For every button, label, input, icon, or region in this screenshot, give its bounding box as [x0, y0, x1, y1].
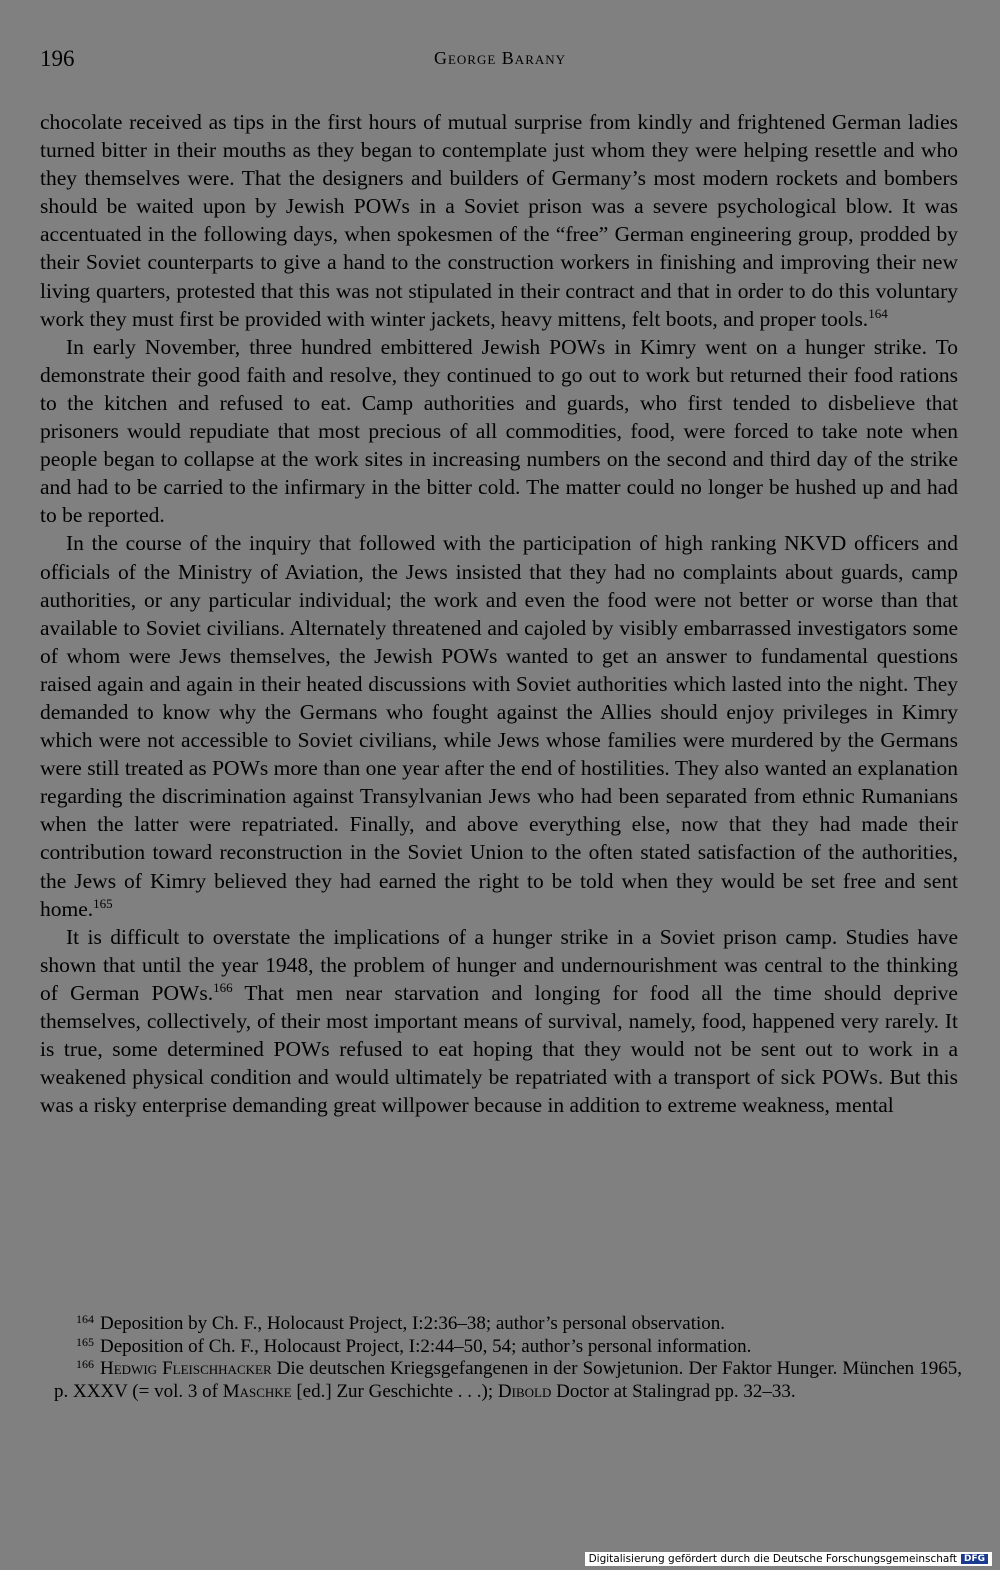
footnote-text: Deposition of Ch. F., Holocaust Project, I:2:44–50, 54; author’s personal information.	[100, 1335, 752, 1357]
footnote	[54, 1313, 962, 1336]
footnote-number: 166	[76, 1357, 94, 1371]
footnote-author: Dibold	[497, 1380, 552, 1402]
paragraph-text: It is difficult to overstate the implications of a hunger strike in a Soviet prison camp. Studies have shown that until the year 1948, the problem of hunger and undernourishment was central to the thinking of German POWs.	[40, 924, 958, 1005]
paragraph	[40, 108, 958, 333]
footnote	[54, 1336, 962, 1359]
paragraph-text: In the course of the inquiry that followed with the participation of high ranking NKVD officers and officials of the Ministry of Aviation, the Jews insisted that they had no complaints about guards, camp authorities, or any particular individual; the work and even the food were not better or worse than that available to Soviet civilians. Alternately threatened and cajoled by visibly embarrassed investigators some of whom were Jews themselves, the Jewish POWs wanted to get an answer to fundamental questions raised again and again in their heated discussions with Soviet authorities which lasted into the night. They demanded to know why the Germans who fought against the Allies should enjoy privileges in Kimry which were not accessible to Soviet civilians, while Jews whose families were murdered by the Germans were still treated as POWs more than one year after the end of hostilities. They also wanted an explanation regarding the discrimination against Transylvanian Jews who had been separated from ethnic Rumanians when the latter were repatriated. Finally, and above everything else, now that they had made their contribution toward reconstruction in the Soviet Union to the often stated satisfaction of the authorities, the Jews of Kimry believed they had earned the right to be told when they would be set free and sent home.	[40, 531, 958, 921]
footnotes	[54, 1313, 962, 1403]
footnote-text: [ed.] Zur Geschichte . . .);	[291, 1380, 498, 1402]
paragraph-text: chocolate received as tips in the first hours of mutual surprise from kindly and frightened German ladies turned bitter in their mouths as they began to contemplate just whom they were helping resettle and who they themselves were. That the designers and builders of Germany’s most modern rockets and bombers should be waited upon by Jewish POWs in a Soviet prison was a severe psychological blow. It was accentuated in the following days, when spokesmen of the “free” German engineering group, prodded by their Soviet counterparts to give a hand to the construction workers in finishing and improving their new living quarters, protested that this was not stipulated in their contract and that in order to do this voluntary work they must first be provided with winter jackets, heavy mittens, felt boots, and proper tools.	[40, 110, 958, 331]
credit-text: Digitalisierung gefördert durch die Deutsche Forschungsgemeinschaft	[588, 1553, 957, 1565]
footnote-ref[interactable]: 164	[868, 305, 888, 321]
footnote-text: Deposition by Ch. F., Holocaust Project, I:2:36–38; author’s personal observation.	[100, 1313, 726, 1334]
body-text	[40, 108, 958, 1119]
paragraph-text: That men near starvation and longing for food all the time should deprive themselves, collectively, of their most important means of survival, namely, food, happened very rarely. It is true, some determined POWs refused to eat hoping that they would not be sent out to work in a weakened physical condition and would ultimately be repatriated with a transport of sick POWs. But this was a risky enterprise demanding great willpower because in addition to extreme weakness, mental	[40, 980, 958, 1118]
paragraph	[40, 529, 958, 922]
footnote-ref[interactable]: 165	[93, 895, 113, 911]
paragraph: In early November, three hundred embittered Jewish POWs in Kimry went on a hunger strike. To demonstrate their good faith and resolve, they continued to go out to work but returned their food rations to the kitchen and refused to eat. Camp authorities and guards, who first tended to disbelieve that prisoners would repudiate that most precious of all commodities, food, were forced to take note when people began to collapse at the work sites in increasing numbers on the second and third day of the strike and had to be carried to the infirmary in the bitter cold. The matter could no longer be hushed up and had to be reported.	[40, 334, 958, 528]
footnote-author: Maschke	[222, 1380, 292, 1402]
footnote-text: Die deutschen Kriegsgefangenen in der Sowjetunion. Der Faktor Hunger. München 1965, p. XXXV (= vol. 3 of	[54, 1358, 962, 1402]
page-number: 196	[40, 46, 75, 71]
footnote-text: Doctor at Stalingrad pp. 32–33.	[551, 1380, 796, 1402]
footnote-author: Hedwig Fleischhacker	[100, 1358, 272, 1379]
dfg-logo-icon: DFG	[961, 1554, 988, 1564]
footnote	[54, 1358, 962, 1403]
footnote-number: 164	[76, 1312, 94, 1326]
running-head: George Barany	[433, 48, 567, 68]
footnote-ref[interactable]: 166	[213, 979, 233, 995]
paragraph	[40, 923, 958, 1120]
footnote-number: 165	[76, 1334, 94, 1349]
digitization-credit	[585, 1552, 992, 1566]
